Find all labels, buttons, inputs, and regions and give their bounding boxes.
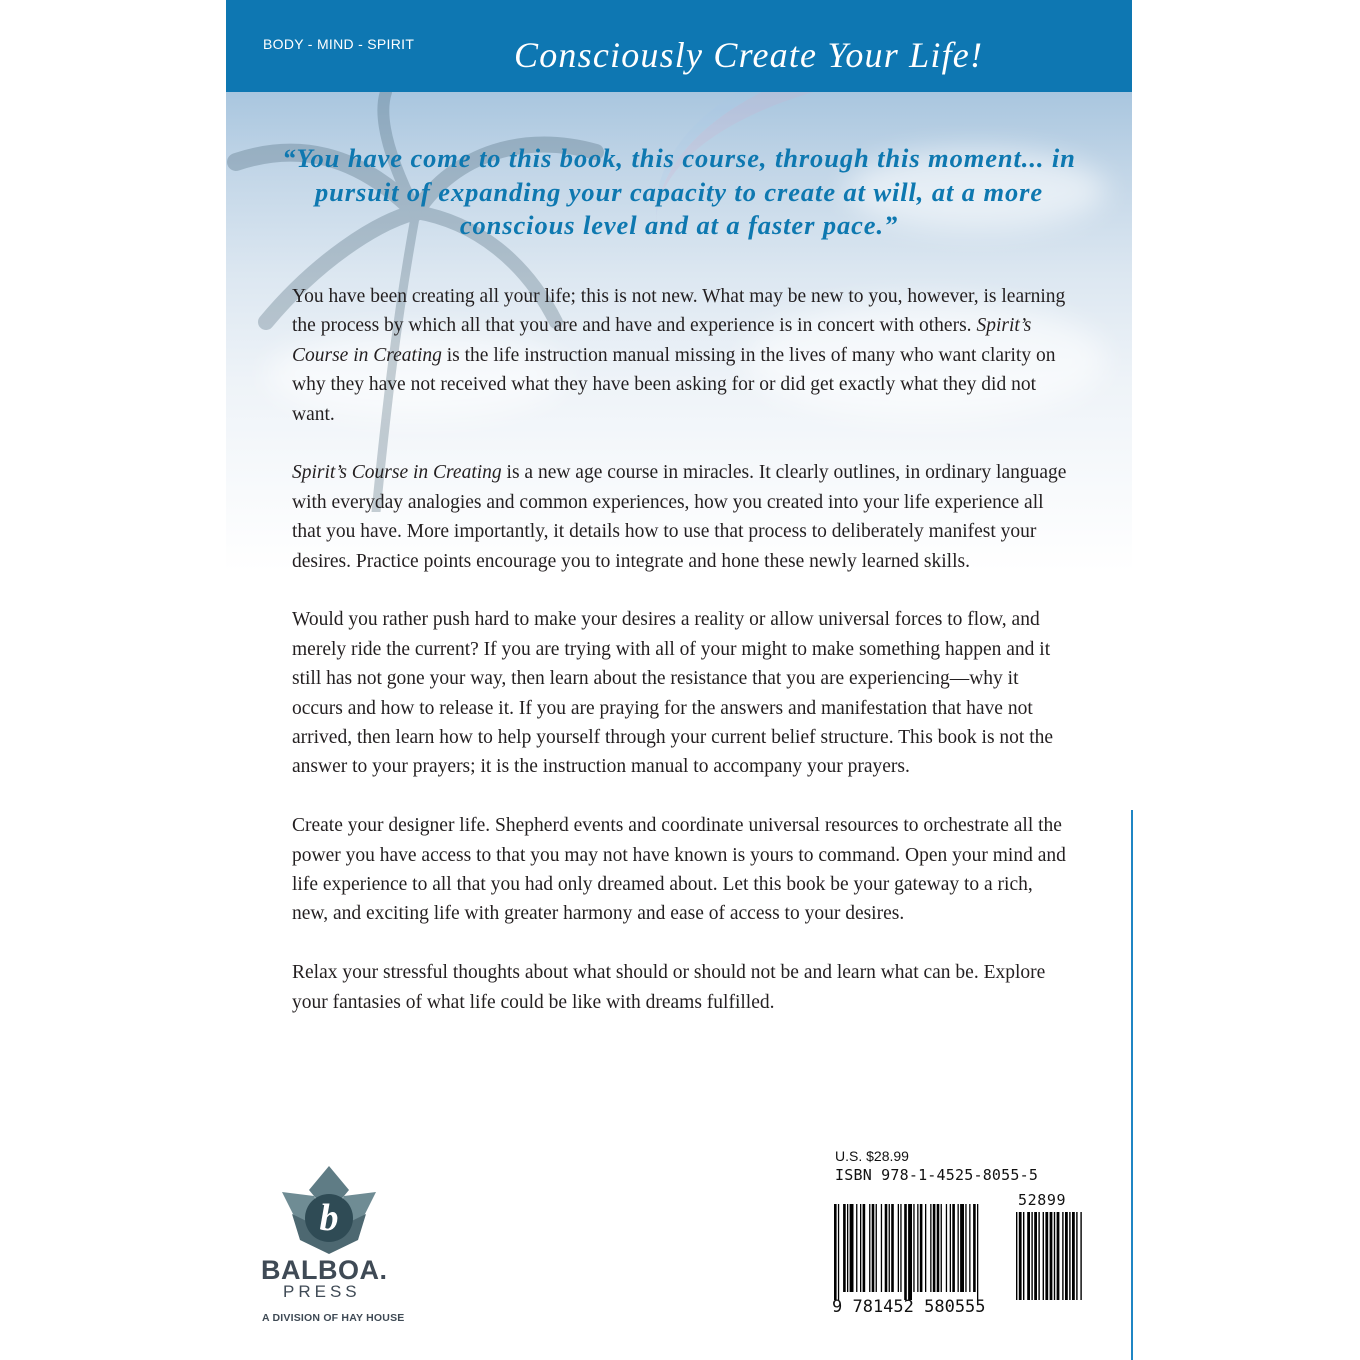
addon-bar (1076, 1212, 1077, 1300)
barcode-bar (838, 1204, 839, 1300)
publisher-name: BALBOA. (261, 1255, 388, 1285)
barcode-bar (860, 1204, 861, 1292)
addon-digits: 52899 (1018, 1191, 1067, 1209)
addon-bar (1065, 1212, 1068, 1300)
addon-bar (1016, 1212, 1017, 1300)
barcode-bar (869, 1204, 870, 1292)
blurb-paragraph-2: Spirit’s Course in Creating is a new age course in miracles. It clearly outlines, in ordinary language with everyday analogies and common experiences, how you created into your life experience all that you have. More importantly, it details how to use that process to deliberately manifest your desires. Practice points encourage you to integrate and hone these newly learned skills. (292, 462, 1067, 572)
blurb-paragraph-1: You have been creating all your life; this is not new. What may be new to you, however, is learning the process by which all that you are and have and experience is in concert with others. Spirit’s Course in Creating is the life instruction manual missing in the lives of many who want clarity on why they have not received what they have been asking for or did get exactly what they did not want. (292, 286, 1066, 425)
addon-bar (1023, 1212, 1024, 1300)
blurb-paragraph-3: Would you rather push hard to make your desires a reality or allow universal forces to flow, and merely ride the current? If you are trying with all of your might to make something happen and it still has not gone your way, then learn about the resistance that you are experiencing—why it occurs and how to release it. If you are praying for the answers and manifestation that have not arrived, then learn how to help yourself through your current belief structure. This book is not the answer to your prayers; it is the instruction manual to accompany your prayers. (292, 609, 1054, 778)
barcode-bar (847, 1204, 848, 1292)
addon-bar (1057, 1212, 1060, 1300)
addon-bar (1080, 1212, 1081, 1300)
addon-bar (1019, 1212, 1022, 1300)
addon-bar (1050, 1212, 1053, 1300)
barcode-bar (891, 1204, 894, 1292)
price-label: U.S. $28.99 (835, 1148, 909, 1164)
barcode-bar (881, 1204, 882, 1292)
barcode-bar (925, 1204, 926, 1292)
barcode-bar (904, 1204, 907, 1300)
addon-bar (1027, 1212, 1030, 1300)
blurb-paragraph-4: Create your designer life. Shepherd events and coordinate universal resources to orchestrate all the power you have access to that you may not have known is yours to command. Open your mind and life experience to all that you had only dreamed about. Let this book be your gateway to a rich, new, and exciting life with greater harmony and ease of access to your desires. (292, 815, 1066, 925)
cover-headline: Consciously Create Your Life! (514, 35, 984, 75)
barcode-bar (965, 1204, 966, 1292)
isbn-label: ISBN 978-1-4525-8055-5 (835, 1166, 1039, 1184)
addon-bar (1034, 1212, 1037, 1300)
barcode-bar (952, 1204, 955, 1292)
barcode-image (832, 1204, 1092, 1360)
barcode-bar (941, 1204, 942, 1292)
barcode-bar (908, 1204, 912, 1300)
barcode-bar (885, 1204, 888, 1292)
addon-bar (1054, 1212, 1055, 1300)
blurb-text (292, 282, 1072, 1046)
barcode-bar (950, 1204, 951, 1292)
barcode-bar (889, 1204, 890, 1292)
addon-bar (1062, 1212, 1063, 1300)
ean-digits: 9 781452 580555 (832, 1297, 986, 1317)
barcode-bar (843, 1204, 846, 1292)
barcode-bar (933, 1204, 936, 1292)
barcode-bar (850, 1204, 854, 1292)
barcode-bar (920, 1204, 923, 1292)
barcode-bar (930, 1204, 931, 1292)
publisher-division: A DIVISION OF HAY HOUSE (262, 1312, 405, 1324)
barcode-bar (958, 1204, 959, 1292)
logo-letter: b (319, 1197, 339, 1239)
addon-bar (1045, 1212, 1048, 1300)
addon-bar (1072, 1212, 1075, 1300)
barcode-bar (913, 1204, 914, 1292)
lotus-icon (274, 1162, 384, 1257)
book-back-cover (226, 0, 1132, 1360)
barcode-bar (960, 1204, 964, 1292)
barcode-bar (900, 1204, 901, 1292)
barcode-area (832, 1148, 1092, 1209)
barcode-bar (898, 1204, 899, 1292)
addon-bar (1031, 1212, 1032, 1300)
barcode-bar (872, 1204, 875, 1292)
barcode-bar (834, 1204, 837, 1300)
header-band (226, 0, 1132, 92)
barcode-bar (946, 1204, 947, 1292)
barcode-bar (973, 1204, 976, 1292)
addon-bar (1043, 1212, 1044, 1300)
addon-bar (1038, 1212, 1039, 1300)
publisher-sub: PRESS (283, 1282, 361, 1301)
barcode-bar (856, 1204, 857, 1292)
barcode-bar (977, 1204, 978, 1300)
addon-bar (1069, 1212, 1070, 1300)
barcode-bar (876, 1204, 877, 1292)
genre-tagline: BODY - MIND - SPIRIT (263, 36, 415, 52)
blurb-paragraph-5: Relax your stressful thoughts about what should or should not be and learn what can be. Explore your fantasies of what life could be like with dreams fulfilled. (292, 962, 1046, 1013)
barcode-bar (917, 1204, 918, 1292)
pull-quote: “You have come to this book, this course, through this moment... in pursuit of expanding your capacity to create at will, at a more conscious level and at a faster pace.” (282, 143, 1076, 240)
barcode-bar (937, 1204, 940, 1292)
barcode-bar (863, 1204, 866, 1292)
publisher-logo (259, 1162, 409, 1324)
cover-edge-line (1131, 810, 1133, 1360)
barcode-bar (969, 1204, 970, 1292)
